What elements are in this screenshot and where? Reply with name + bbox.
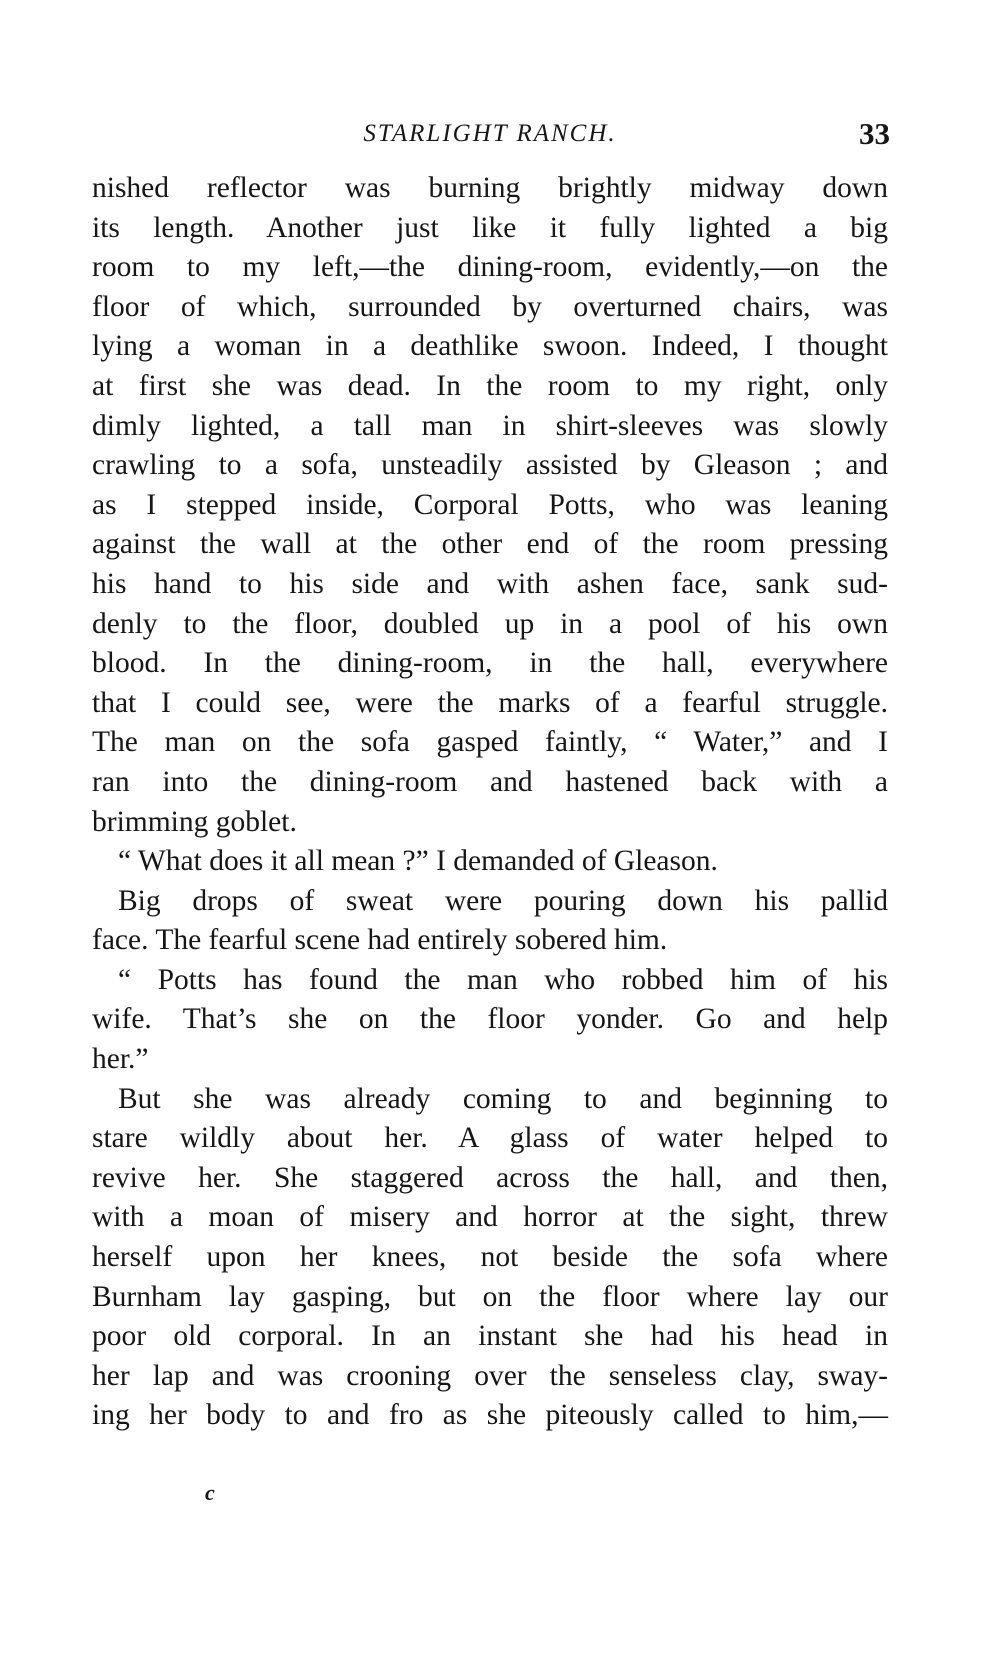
page-number: 33 bbox=[859, 116, 890, 151]
text-line: But she was already coming to and beginning to bbox=[118, 1082, 888, 1115]
text-line: her lap and was crooning over the senseless clay, sway- bbox=[92, 1359, 888, 1392]
text-line: herself upon her knees, not beside the sofa where bbox=[92, 1241, 888, 1274]
text-line: that I could see, were the marks of a fearful struggle. bbox=[92, 686, 888, 719]
text-line: “ What does it all mean ?” I demanded of Gleason. bbox=[118, 845, 718, 878]
text-line: her.” bbox=[92, 1043, 149, 1076]
text-line: “ Potts has found the man who robbed him of his bbox=[118, 963, 888, 996]
text-line: against the wall at the other end of the room pressing bbox=[92, 528, 888, 561]
text-line: face. The fearful scene had entirely sobered him. bbox=[92, 924, 668, 957]
text-line: stare wildly about her. A glass of water helped to bbox=[92, 1122, 888, 1155]
text-line: at first she was dead. In the room to my right, only bbox=[92, 369, 888, 402]
text-line: denly to the floor, doubled up in a pool of his own bbox=[92, 607, 888, 640]
text-line: poor old corporal. In an instant she had his head in bbox=[92, 1320, 888, 1353]
running-title: STARLIGHT RANCH. bbox=[363, 120, 617, 147]
text-line: Big drops of sweat were pouring down his pallid bbox=[118, 884, 888, 917]
text-line: with a moan of misery and horror at the sight, threw bbox=[92, 1201, 888, 1234]
text-line: nished reflector was burning brightly midway down bbox=[92, 172, 888, 204]
text-line: brimming goblet. bbox=[92, 805, 297, 838]
signature-mark: c bbox=[205, 1480, 215, 1505]
text-line: revive her. She staggered across the hall, and then, bbox=[92, 1161, 888, 1194]
text-line: The man on the sofa gasped faintly, “ Water,” and I bbox=[92, 726, 888, 759]
page-header bbox=[90, 116, 890, 156]
text-line: lying a woman in a deathlike swoon. Indeed, I thought bbox=[92, 330, 888, 363]
text-line: its length. Another just like it fully lighted a big bbox=[92, 211, 888, 244]
text-line: wife. That’s she on the floor yonder. Go and help bbox=[92, 1003, 888, 1036]
text-line: dimly lighted, a tall man in shirt-sleeves was slowly bbox=[92, 409, 888, 442]
text-line: room to my left,—the dining-room, evidently,—on the bbox=[92, 251, 888, 284]
text-line: floor of which, surrounded by overturned chairs, was bbox=[92, 290, 888, 323]
text-line: ran into the dining-room and hastened back with a bbox=[92, 765, 888, 798]
text-line: ing her body to and fro as she piteously called to him,— bbox=[92, 1399, 888, 1432]
text-line: Burnham lay gasping, but on the floor where lay our bbox=[92, 1280, 888, 1313]
text-line: crawling to a sofa, unsteadily assisted by Gleason ; and bbox=[92, 449, 888, 482]
text-line: blood. In the dining-room, in the hall, everywhere bbox=[92, 647, 888, 680]
body-text bbox=[92, 169, 888, 1436]
text-line: his hand to his side and with ashen face, sank sud- bbox=[92, 567, 888, 600]
text-line: as I stepped inside, Corporal Potts, who was leaning bbox=[92, 488, 888, 521]
